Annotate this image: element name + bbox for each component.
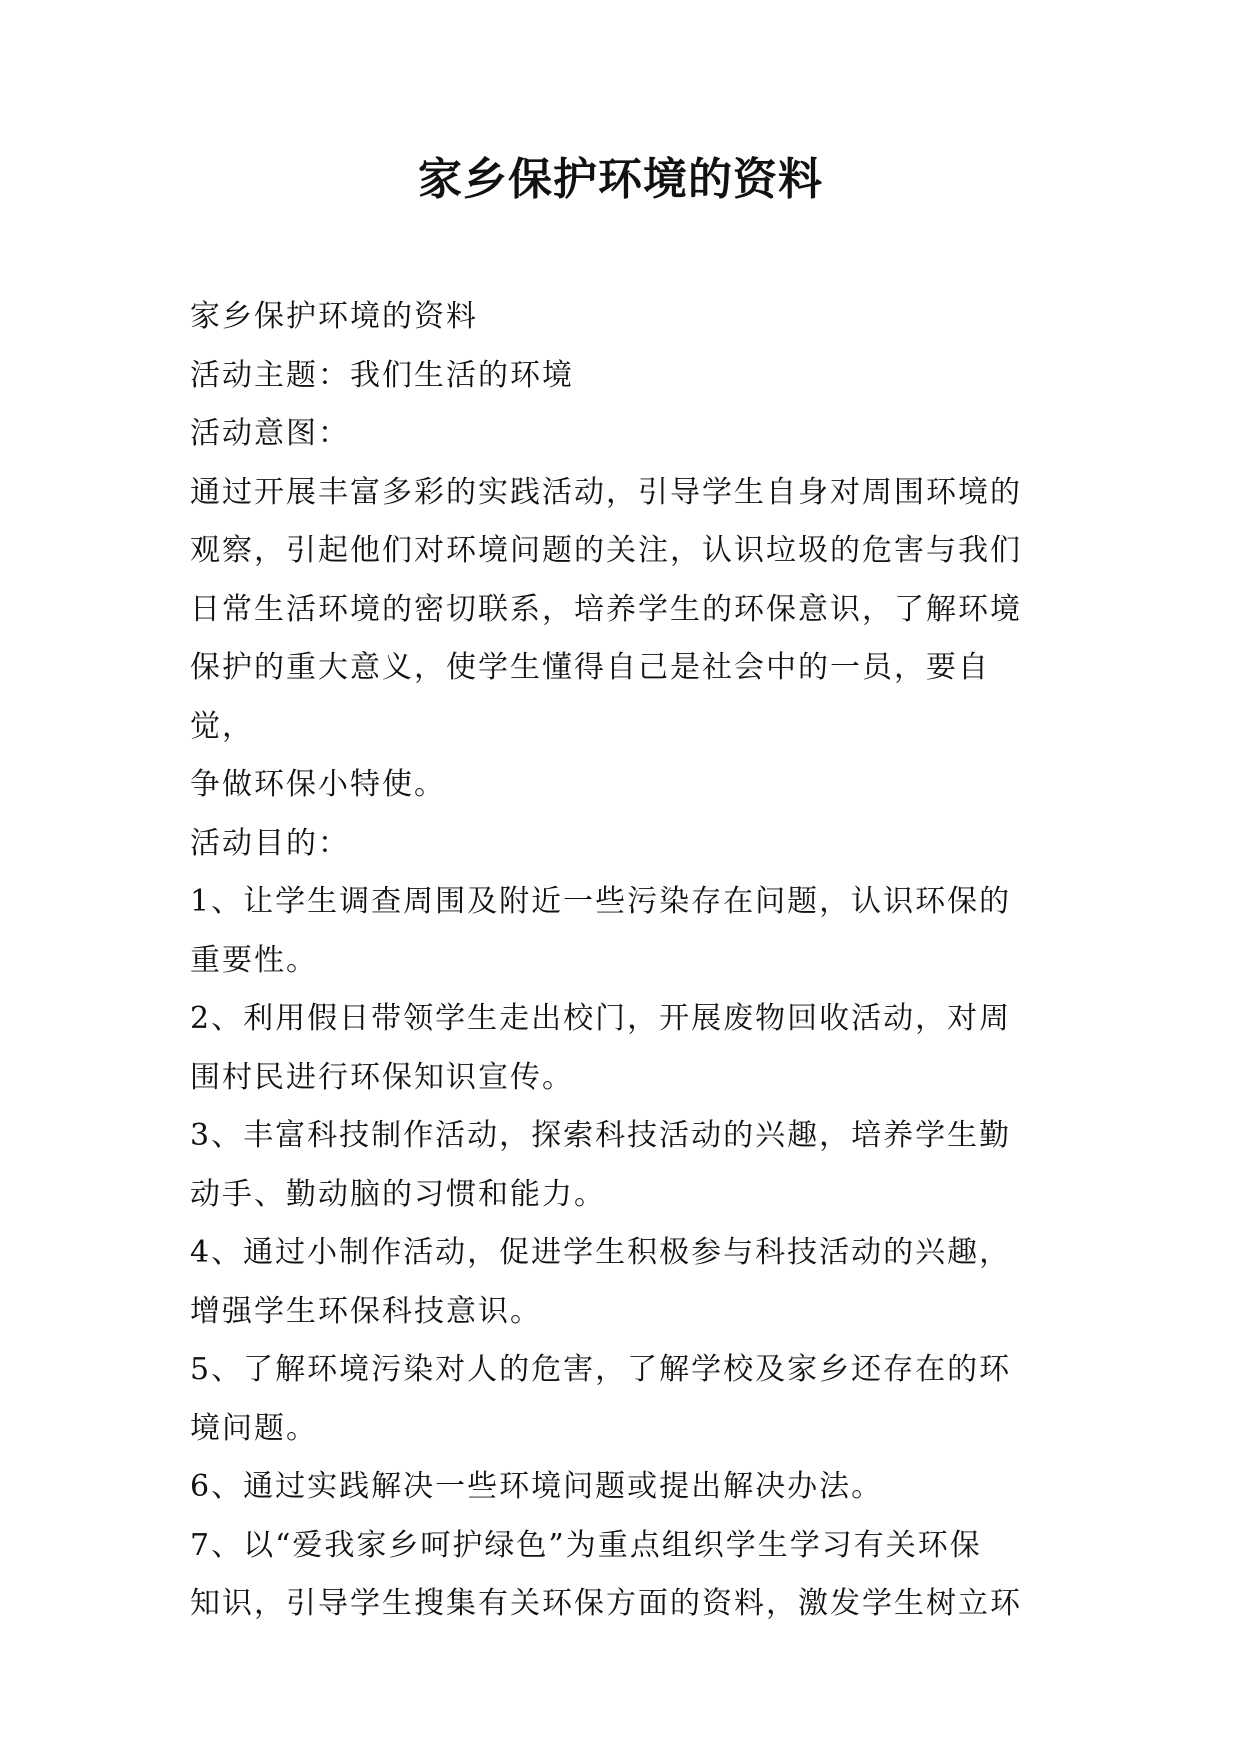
- list-item-goal-4: 4、通过小制作活动，促进学生积极参与科技活动的兴趣， 增强学生环保科技意识。: [190, 1235, 1012, 1329]
- paragraph-activity-intent-heading: 活动意图：: [190, 416, 350, 451]
- list-item-goal-7: 7、以“爱我家乡呵护绿色”为重点组织学生学习有关环保 知识，引导学生搜集有关环保方面的资料，激发学生树立环: [190, 1527, 1022, 1621]
- list-item-goal-6: 6、通过实践解决一些环境问题或提出解决办法。: [190, 1469, 884, 1504]
- list-item-goal-3: 3、丰富科技制作活动，探索科技活动的兴趣，培养学生勤 动手、勤动脑的习惯和能力。: [190, 1118, 1012, 1212]
- list-item-goal-1: 1、让学生调查周围及附近一些污染存在问题，认识环保的 重要性。: [190, 884, 1012, 978]
- paragraph-activity-goal-heading: 活动目的：: [190, 825, 350, 861]
- paragraph-activity-intent: 通过开展丰富多彩的实践活动，引导学生自身对周围环境的 观察，引起他们对环境问题的关注，认识垃圾的危害与我们 日常生活环境的密切联系，培养学生的环保意识，了解环境 保护的重大意义，使学生懂得自己是社会中的一员，要自觉， 争做环保小特使。: [190, 474, 1022, 802]
- paragraph-activity-theme: 活动主题：我们生活的环境: [190, 357, 574, 393]
- paragraph-subtitle: 家乡保护环境的资料: [190, 299, 478, 334]
- list-item-goal-5: 5、了解环境污染对人的危害，了解学校及家乡还存在的环 境问题。: [190, 1352, 1012, 1446]
- document-title: 家乡保护环境的资料: [418, 154, 823, 205]
- document-body: [190, 288, 1050, 1634]
- list-item-goal-2: 2、利用假日带领学生走出校门，开展废物回收活动，对周 围村民进行环保知识宣传。: [190, 1001, 1012, 1095]
